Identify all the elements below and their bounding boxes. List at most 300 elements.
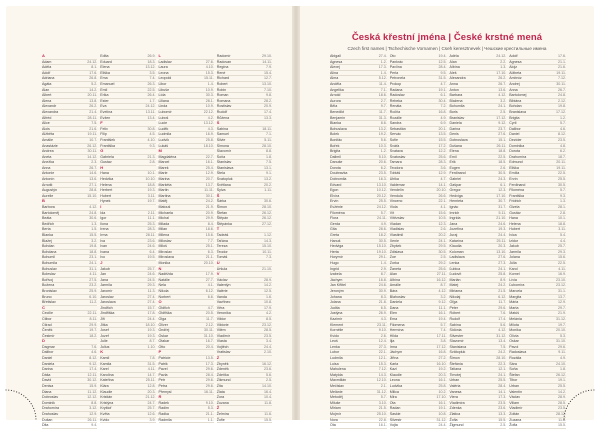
name-day-date: 10.7. — [89, 137, 98, 142]
name-text: Egon — [330, 188, 339, 193]
name-text: Olga — [158, 316, 167, 321]
name-text: Svätopluk — [449, 350, 466, 355]
name-text: Anděla — [330, 81, 342, 86]
name-text: Brigita — [509, 115, 520, 120]
name-day-date: 1.1. — [207, 417, 214, 422]
name-day-date: 11.8. — [264, 400, 272, 405]
name-day-date: 15.5. — [438, 137, 447, 142]
name-text: Bohuslav — [42, 266, 57, 271]
name-day-date: 12.8. — [147, 384, 156, 389]
name-day-date: 25.3. — [147, 221, 156, 226]
name-text: Melánie — [330, 389, 343, 394]
name-text: Tibor — [509, 378, 518, 383]
decorative-dotted-curve — [6, 380, 46, 420]
name-text: Oliver — [158, 322, 168, 327]
name-text: Ivana — [100, 249, 110, 254]
name-text: Nora — [330, 417, 338, 422]
name-text: Stanislava — [449, 344, 467, 349]
name-text: Vilém — [216, 328, 226, 333]
name-day-date: 27.5. — [89, 277, 98, 282]
name-text: Želmíra — [216, 412, 229, 416]
name-text: Silvie — [216, 137, 226, 142]
name-text: Michal — [158, 216, 169, 221]
name-text: Miriama — [449, 288, 463, 293]
name-text: Mojmír — [330, 412, 341, 416]
left-page — [6, 6, 292, 428]
name-row — [390, 423, 447, 429]
name-day-date: 28.9. — [558, 395, 566, 400]
name-day-date: 28.1. — [205, 98, 214, 103]
name-text: Michaela — [158, 210, 173, 215]
name-day-date: 24.5. — [147, 277, 156, 282]
name-day-date: 15.10. — [262, 244, 272, 249]
name-day-date: 19.3. — [147, 188, 156, 193]
name-day-date: 18.7. — [558, 154, 566, 159]
name-text: Jáchym — [330, 277, 343, 282]
name-day-date: 21.3. — [147, 154, 156, 159]
name-day-date — [261, 356, 272, 361]
name-day-date: 6.12. — [498, 294, 507, 299]
name-text: Anna — [42, 165, 51, 170]
name-text: M — [158, 148, 162, 154]
name-day-date: 26.11. — [87, 417, 98, 422]
name-day-date: 27.3. — [378, 344, 387, 349]
name-text: Jakub — [100, 266, 110, 271]
name-day-date: 9.4. — [91, 423, 98, 428]
name-day-date: 3.2. — [500, 98, 507, 103]
name-text: Arnold — [330, 93, 341, 98]
name-text: Rudolf — [216, 109, 228, 114]
name-day-date: 7.3. — [266, 255, 272, 260]
name-day-date: 19.10. — [376, 249, 387, 254]
name-text: Urban — [509, 384, 520, 389]
name-text: Marina — [158, 177, 170, 182]
name-day-date — [261, 261, 272, 266]
name-day-date: 12.11. — [87, 372, 98, 377]
name-text: Miriam — [330, 406, 341, 411]
name-day-date: 21.6. — [89, 126, 98, 131]
name-day-date: 14.10. — [262, 384, 272, 389]
name-day-date: 26.7. — [558, 87, 566, 92]
name-text: Svatopluk — [216, 177, 233, 182]
name-day-date: 14.1. — [438, 182, 447, 187]
name-day-date: 4.6. — [91, 350, 98, 355]
name-day-date: 11.12. — [87, 389, 98, 394]
name-day-date: 21.10. — [262, 266, 272, 271]
name-day-date: 7.12. — [558, 76, 566, 81]
name-day-date: 4.4. — [560, 238, 566, 243]
name-day-date: 23.5. — [264, 333, 272, 338]
name-day-date: 12.5. — [264, 288, 272, 293]
name-day-date: 22.7. — [205, 154, 214, 159]
name-day-date: 24.1. — [438, 238, 447, 243]
name-text: Dominik — [42, 400, 55, 405]
name-text: Dominika — [509, 143, 525, 148]
name-day-date: 28.4. — [438, 65, 447, 70]
name-text: Timotej — [449, 372, 462, 377]
name-day-date: 22.5. — [147, 87, 156, 92]
name-text: Alina — [330, 70, 338, 75]
name-day-date: 28.11. — [145, 233, 156, 237]
name-day-date: 25.6. — [438, 154, 447, 159]
name-text: Angelika — [330, 87, 344, 92]
name-text: Luděk — [158, 126, 169, 131]
name-text: Ervín — [330, 199, 339, 204]
name-day-date: 13.7. — [205, 182, 214, 187]
name-text: Veronika — [216, 311, 231, 316]
name-text: Anežka — [42, 160, 54, 165]
name-day-date: 16.12. — [436, 277, 447, 282]
name-day-date — [203, 267, 214, 272]
name-day-date: 2.9. — [380, 266, 387, 271]
name-text: Dalibor — [509, 126, 521, 131]
name-text: Kornélie — [330, 328, 344, 333]
name-day-date: 25.7. — [147, 406, 156, 411]
name-text: Pavel — [158, 367, 168, 372]
name-day-date: 28.3. — [147, 227, 156, 232]
name-day-date: 21.12. — [145, 395, 156, 400]
name-day-date: 28.5. — [264, 328, 272, 333]
name-day-date: 25.7. — [558, 244, 566, 249]
name-day-date: 11.1. — [147, 216, 156, 221]
name-day-date: 28.9. — [264, 277, 272, 282]
name-row — [100, 418, 155, 424]
name-text: Ulrika — [389, 177, 399, 182]
name-text: Júlia — [509, 260, 517, 265]
name-text: Kristýna — [100, 400, 114, 405]
name-text: Radek — [158, 400, 169, 405]
name-day-date: 23.2. — [89, 283, 98, 288]
name-text: Ladislava — [449, 255, 465, 260]
name-day-date: 29.6. — [205, 367, 214, 372]
name-text: Marcel — [158, 160, 170, 165]
name-text: Ľubomíra — [509, 283, 525, 288]
name-day-date: 4.5. — [149, 132, 156, 137]
name-day-date: 9.5. — [440, 70, 447, 75]
name-day-date — [203, 54, 214, 59]
name-day-date: 14.2. — [558, 389, 566, 394]
name-text: Andrea — [42, 149, 54, 154]
name-day-date: 26.9. — [378, 311, 387, 316]
name-text: Eliška — [509, 165, 519, 170]
name-day-date: 6.2. — [560, 149, 566, 154]
name-day-date: 5.12. — [378, 76, 387, 81]
name-day-date: 21.1. — [558, 59, 566, 64]
name-text: Izidor — [509, 238, 519, 243]
name-text: Saskie — [389, 412, 401, 416]
name-day-date: 1.3. — [500, 65, 507, 70]
name-day-date: 2.5. — [500, 423, 507, 428]
name-text: Bohumil — [42, 255, 55, 260]
name-text: Dáša — [42, 372, 51, 377]
name-text: Ludvík — [158, 137, 170, 142]
name-text: Barbora — [42, 205, 55, 210]
name-day-date: 15.10. — [87, 193, 98, 198]
name-text: Drahomíra — [509, 154, 527, 159]
name-day-date: 27.4. — [378, 54, 387, 58]
name-day-date: 5.11. — [264, 137, 272, 142]
name-text: Bohuslava — [330, 126, 347, 131]
name-text: H — [100, 164, 104, 170]
name-day-date: 16.11. — [204, 389, 214, 394]
name-text: Cecílie — [42, 311, 53, 316]
name-day-date: 9.12. — [89, 361, 98, 366]
name-day-date: 13.10. — [262, 81, 272, 86]
name-text: Alžběta — [42, 132, 54, 137]
name-day-date: 4.3. — [380, 316, 387, 321]
name-day-date: 15.5. — [498, 417, 507, 422]
name-day-date: 16.8. — [438, 350, 447, 355]
name-text: U — [216, 259, 220, 265]
name-day-date: 25.5. — [558, 177, 566, 182]
name-day-date: 29.6. — [205, 384, 214, 389]
name-day-date: 31.1. — [558, 288, 566, 293]
name-text: Antonín — [42, 177, 55, 182]
name-day-date: 29.10. — [262, 54, 272, 58]
name-text: Vítězslav — [389, 216, 405, 221]
name-day-date: 7.5. — [91, 121, 98, 126]
name-text: Branislav — [449, 115, 465, 120]
name-day-date: 20.9. — [264, 104, 272, 109]
name-text: Ivo — [100, 255, 106, 260]
name-day-date: 27.1. — [89, 182, 98, 187]
name-day-date: 13.8. — [89, 98, 98, 103]
name-day-date: 15.5. — [264, 417, 272, 422]
name-text: Vladimíra — [449, 400, 465, 405]
name-text: Bonifác — [330, 137, 342, 142]
name-text: O — [158, 299, 162, 305]
name-text: Rudolf — [449, 316, 460, 321]
name-day-date: 14.2. — [89, 87, 98, 92]
name-day-date: 2.5. — [500, 109, 507, 114]
name-day-date: 18.6. — [205, 227, 214, 232]
name-day-date: 20.1. — [438, 126, 447, 131]
name-day-date: 4.11. — [147, 367, 156, 372]
name-text: Danuše — [330, 160, 343, 165]
name-text: Amálie — [389, 283, 401, 288]
name-text: Linda — [158, 104, 168, 109]
name-text: Sváťa — [389, 143, 400, 148]
name-text: Milena — [158, 233, 170, 237]
name-day-date: 16.9. — [205, 132, 214, 137]
name-text: Nikola — [158, 288, 169, 293]
name-day-date: 2.6. — [380, 333, 387, 338]
name-text: Lubomír — [158, 109, 172, 114]
name-day-date: 7.4. — [440, 328, 447, 333]
name-text: Gašpar — [449, 182, 462, 187]
name-text: Žaneta — [389, 266, 401, 271]
name-text: Bedřich — [42, 221, 55, 226]
name-text: Zbyněk — [216, 361, 229, 366]
name-day-date: 19.3. — [147, 328, 156, 333]
name-text: Radoslav — [389, 93, 405, 98]
name-day-date: 1.3. — [91, 221, 98, 226]
name-text: Gabriela — [100, 154, 114, 159]
name-text: Šimon — [216, 205, 227, 210]
name-day-date: 4.7. — [207, 305, 214, 310]
name-day-date: 2.5. — [266, 378, 272, 383]
name-day-date — [261, 406, 272, 411]
name-text: Václav — [216, 277, 228, 282]
name-text: Zbyšek — [389, 244, 402, 249]
name-day-date: 21.4. — [89, 109, 98, 114]
name-text: Horymír — [330, 255, 343, 260]
name-day-date: 25.5. — [378, 199, 387, 204]
name-text: Dalimil — [330, 154, 341, 159]
name-day-date: 13.4. — [498, 339, 507, 344]
name-day-date: 24.1. — [498, 372, 507, 377]
name-day-date: 20.4. — [205, 344, 214, 349]
name-text: Hubert — [100, 193, 112, 198]
name-text: Ľubica — [449, 266, 461, 271]
name-text: Anton — [449, 87, 459, 92]
name-text: Ľudovít — [449, 272, 462, 277]
name-text: Matúš — [509, 311, 520, 316]
name-text: Sofie — [389, 137, 398, 142]
name-day-date: 4.12. — [498, 93, 507, 98]
name-text: Alexandra — [42, 109, 59, 114]
name-day-date: 23.12. — [262, 322, 272, 327]
name-day-date: 2.11. — [147, 210, 156, 215]
name-text: Jakub — [509, 244, 519, 249]
name-text: Zoltán — [509, 412, 520, 416]
name-day-date: 26.12. — [556, 372, 566, 377]
name-day-date: 21.9. — [558, 311, 566, 316]
name-day-date: 10.4. — [264, 395, 272, 400]
name-day-date: 25.4. — [205, 165, 214, 170]
name-text: Evelína — [100, 109, 113, 114]
name-text: Alexandra — [449, 76, 466, 81]
name-text: Zdeňka — [216, 372, 229, 377]
name-day-date: 16.1. — [205, 160, 214, 165]
name-text: Jan — [100, 272, 107, 277]
name-text: Vendelín — [389, 188, 404, 193]
name-text: Ročňa — [389, 109, 401, 114]
name-day-date: 5.3. — [207, 406, 214, 411]
name-day-date: 16.1. — [438, 311, 447, 316]
name-text: G — [100, 148, 104, 154]
name-text: Kamil — [100, 356, 110, 361]
name-text: Sabína — [449, 322, 461, 327]
name-day-date: 19.4. — [438, 316, 447, 321]
name-day-date: 25.11. — [145, 378, 156, 383]
name-text: R — [158, 394, 162, 400]
name-day-date: 18.2. — [378, 233, 387, 237]
name-text: Ferdinand — [509, 182, 526, 187]
name-text: Dita — [42, 423, 49, 428]
name-text: Jiřina — [389, 356, 399, 361]
name-day-date: 12.9. — [205, 171, 214, 176]
name-day-date: 14.12. — [87, 154, 98, 159]
name-text: Mira — [389, 395, 397, 400]
name-day-date: 31.12. — [496, 333, 507, 338]
name-text: Alan — [449, 59, 457, 64]
name-day-date: 15.3. — [205, 70, 214, 75]
name-text: Bianka — [330, 121, 341, 126]
name-day-date: 1.5. — [91, 227, 98, 232]
name-text: David — [42, 378, 52, 383]
name-day-date: 28.10. — [262, 205, 272, 210]
name-day-date: 4.3. — [207, 126, 214, 131]
name-text: Ž — [216, 405, 220, 411]
name-text: Daniela — [42, 361, 55, 366]
name-day-date: 23.12. — [556, 283, 566, 288]
name-day-date: 23.6. — [264, 367, 272, 372]
name-text: Eliška — [100, 70, 110, 75]
name-text: Alena — [42, 98, 52, 103]
name-text: Lívia — [509, 277, 517, 282]
name-day-date: 26.7. — [498, 81, 507, 86]
name-day-date: 1.12. — [264, 233, 272, 237]
name-day-date: 24.4. — [438, 423, 447, 428]
name-day-date: 27.6. — [498, 255, 507, 260]
name-day-date — [86, 339, 97, 344]
name-text: Jarmila — [100, 283, 112, 288]
name-text: Jeroným — [330, 288, 344, 293]
name-day-date — [203, 395, 214, 400]
name-text: Fridrich — [509, 199, 522, 204]
name-day-date: 28.5. — [558, 400, 566, 405]
name-day-date: 4.12. — [89, 205, 98, 210]
name-day-date: 18.3. — [147, 59, 156, 64]
name-text: Vendula — [389, 193, 403, 198]
name-day-date: 26.2. — [498, 76, 507, 81]
name-day-date: 19.3. — [498, 227, 507, 232]
name-text: Radovan — [216, 59, 232, 64]
name-text: Greta — [330, 233, 339, 237]
name-day-date: 20.12. — [376, 193, 387, 198]
name-text: Marta — [509, 305, 519, 310]
name-text: Stanislava — [216, 165, 234, 170]
name-day-date: 3.4. — [266, 339, 272, 344]
name-text: Jindřiška — [100, 311, 115, 316]
name-text: Simona — [216, 143, 229, 148]
name-text: Lenka — [330, 344, 340, 349]
name-text: Kvido — [100, 417, 110, 422]
name-day-date: 30.11. — [556, 81, 566, 86]
name-text: Kvido — [330, 333, 339, 338]
name-day-date: 2.5. — [440, 255, 447, 260]
name-day-date: 13.10. — [496, 249, 507, 254]
name-text: Hedviga — [330, 244, 344, 249]
name-text: Irena — [100, 227, 109, 232]
name-text: Běla — [330, 104, 338, 109]
name-text: Zdislava — [389, 249, 404, 254]
name-day-date: 19.4. — [438, 54, 447, 58]
name-day-date: 8.8. — [91, 400, 98, 405]
name-text: Gerda — [330, 221, 340, 226]
book-gutter — [292, 6, 300, 420]
name-text: Marcela — [509, 288, 523, 293]
name-day-date: 4.12. — [438, 288, 447, 293]
name-day-date: 12.7. — [264, 76, 272, 81]
name-text: Vlastimil — [389, 233, 404, 237]
name-day-date: 4.11. — [558, 266, 566, 271]
name-day-date: 6.3. — [207, 249, 214, 254]
name-text: Dušan — [42, 417, 53, 422]
name-text: Hermína — [389, 328, 404, 333]
name-day-date: 24.10. — [556, 361, 566, 366]
name-day-date: 21.1. — [205, 255, 214, 260]
name-text: Karel — [100, 367, 109, 372]
name-day-date: 27.7. — [205, 277, 214, 282]
name-day-date: 11.3. — [147, 288, 156, 293]
name-day-date: 23.11. — [377, 322, 387, 327]
name-day-date: 7.7. — [207, 238, 214, 243]
name-text: Erik — [449, 160, 456, 165]
name-day-date — [203, 300, 214, 305]
name-day-date: 2.10. — [264, 350, 272, 355]
